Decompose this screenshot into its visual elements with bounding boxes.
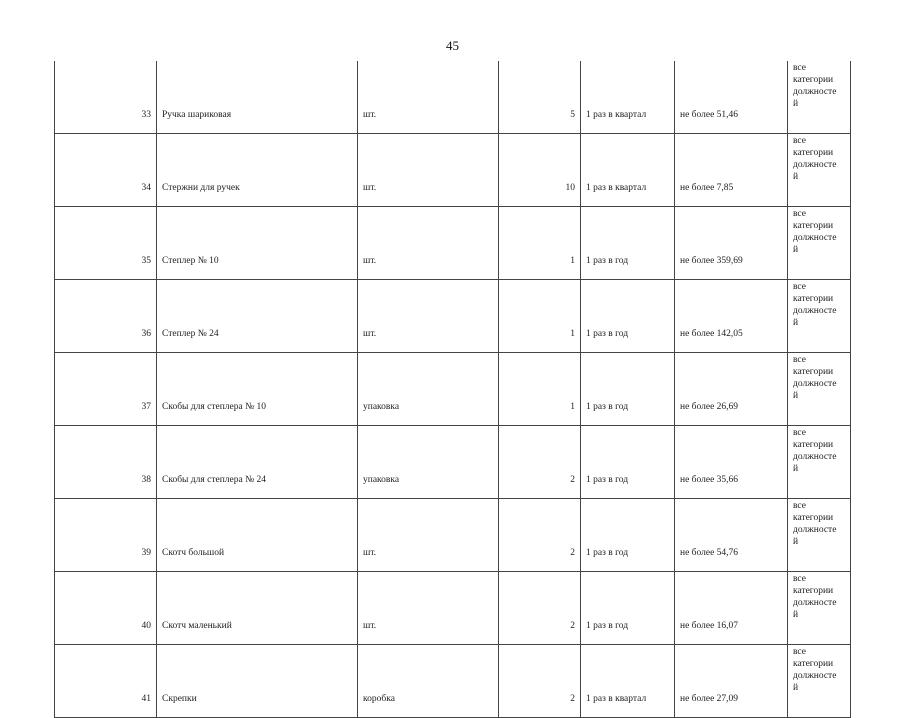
item-name-cell: Скобы для степлера № 10 xyxy=(157,353,358,426)
category-cell xyxy=(788,426,851,499)
table-row xyxy=(55,61,851,134)
category-cell xyxy=(788,280,851,353)
category-line: должносте xyxy=(793,598,837,608)
category-cell xyxy=(788,572,851,645)
category-line: должносте xyxy=(793,160,837,170)
category-line: й xyxy=(793,245,799,255)
quantity-cell: 2 xyxy=(499,572,581,645)
item-name-cell: Степлер № 24 xyxy=(157,280,358,353)
price-limit-cell: не более 142,05 xyxy=(675,280,788,353)
row-number-cell: 40 xyxy=(55,572,157,645)
unit-of-measure-cell: шт. xyxy=(358,499,499,572)
category-line: категории xyxy=(793,440,834,450)
frequency-cell: 1 раз в год xyxy=(581,207,675,280)
category-line: должносте xyxy=(793,379,837,389)
table-row xyxy=(55,280,851,353)
category-line: все xyxy=(793,209,806,219)
table-row xyxy=(55,645,851,718)
row-number-cell: 38 xyxy=(55,426,157,499)
price-limit-cell: не более 16,07 xyxy=(675,572,788,645)
table-row xyxy=(55,426,851,499)
category-line: должносте xyxy=(793,671,837,681)
quantity-cell: 5 xyxy=(499,61,581,134)
category-line: категории xyxy=(793,659,834,669)
category-cell xyxy=(788,61,851,134)
category-line: й xyxy=(793,683,799,693)
table-row xyxy=(55,353,851,426)
category-line: й xyxy=(793,537,799,547)
frequency-cell: 1 раз в год xyxy=(581,280,675,353)
price-limit-cell: не более 51,46 xyxy=(675,61,788,134)
price-limit-cell: не более 35,66 xyxy=(675,426,788,499)
frequency-cell: 1 раз в год xyxy=(581,499,675,572)
unit-of-measure-cell: шт. xyxy=(358,572,499,645)
category-line: й xyxy=(793,172,799,182)
category-line: категории xyxy=(793,513,834,523)
frequency-cell: 1 раз в год xyxy=(581,572,675,645)
category-line: все xyxy=(793,63,806,73)
quantity-cell: 2 xyxy=(499,499,581,572)
quantity-cell: 1 xyxy=(499,353,581,426)
unit-of-measure-cell: шт. xyxy=(358,207,499,280)
category-line: все xyxy=(793,136,806,146)
category-line: категории xyxy=(793,75,834,85)
category-line: категории xyxy=(793,221,834,231)
frequency-cell: 1 раз в квартал xyxy=(581,61,675,134)
category-line: категории xyxy=(793,586,834,596)
category-line: й xyxy=(793,610,799,620)
item-name-cell: Стержни для ручек xyxy=(157,134,358,207)
item-name-cell: Ручка шариковая xyxy=(157,61,358,134)
category-line: й xyxy=(793,464,799,474)
row-number-cell: 34 xyxy=(55,134,157,207)
unit-of-measure-cell: упаковка xyxy=(358,426,499,499)
row-number-cell: 37 xyxy=(55,353,157,426)
category-line: й xyxy=(793,318,799,328)
row-number-cell: 41 xyxy=(55,645,157,718)
supply-table xyxy=(54,61,851,718)
row-number-cell: 35 xyxy=(55,207,157,280)
category-line: все xyxy=(793,282,806,292)
category-cell xyxy=(788,134,851,207)
table-row xyxy=(55,499,851,572)
category-line: все xyxy=(793,428,806,438)
category-cell xyxy=(788,645,851,718)
frequency-cell: 1 раз в год xyxy=(581,353,675,426)
category-line: должносте xyxy=(793,233,837,243)
category-line: должносте xyxy=(793,87,837,97)
category-line: все xyxy=(793,355,806,365)
unit-of-measure-cell: шт. xyxy=(358,61,499,134)
table-row xyxy=(55,207,851,280)
category-cell xyxy=(788,499,851,572)
unit-of-measure-cell: шт. xyxy=(358,134,499,207)
table-row xyxy=(55,134,851,207)
quantity-cell: 2 xyxy=(499,426,581,499)
row-number-cell: 33 xyxy=(55,61,157,134)
category-line: категории xyxy=(793,367,834,377)
category-cell xyxy=(788,353,851,426)
row-number-cell: 36 xyxy=(55,280,157,353)
category-line: должносте xyxy=(793,452,837,462)
frequency-cell: 1 раз в год xyxy=(581,426,675,499)
unit-of-measure-cell: коробка xyxy=(358,645,499,718)
table-row xyxy=(55,572,851,645)
item-name-cell: Скрепки xyxy=(157,645,358,718)
page-number: 45 xyxy=(446,38,459,53)
unit-of-measure-cell: упаковка xyxy=(358,353,499,426)
quantity-cell: 10 xyxy=(499,134,581,207)
category-line: должносте xyxy=(793,306,837,316)
price-limit-cell: не более 26,69 xyxy=(675,353,788,426)
quantity-cell: 2 xyxy=(499,645,581,718)
category-line: й xyxy=(793,391,799,401)
price-limit-cell: не более 27,09 xyxy=(675,645,788,718)
price-limit-cell: не более 54,76 xyxy=(675,499,788,572)
quantity-cell: 1 xyxy=(499,207,581,280)
row-number-cell: 39 xyxy=(55,499,157,572)
category-cell xyxy=(788,207,851,280)
category-line: все xyxy=(793,501,806,511)
unit-of-measure-cell: шт. xyxy=(358,280,499,353)
category-line: все xyxy=(793,647,806,657)
frequency-cell: 1 раз в квартал xyxy=(581,134,675,207)
category-line: й xyxy=(793,99,799,109)
item-name-cell: Скотч маленький xyxy=(157,572,358,645)
quantity-cell: 1 xyxy=(499,280,581,353)
item-name-cell: Скобы для степлера № 24 xyxy=(157,426,358,499)
item-name-cell: Скотч большой xyxy=(157,499,358,572)
table-body xyxy=(55,61,851,718)
category-line: должносте xyxy=(793,525,837,535)
item-name-cell: Степлер № 10 xyxy=(157,207,358,280)
category-line: все xyxy=(793,574,806,584)
category-line: категории xyxy=(793,294,834,304)
price-limit-cell: не более 359,69 xyxy=(675,207,788,280)
price-limit-cell: не более 7,85 xyxy=(675,134,788,207)
frequency-cell: 1 раз в квартал xyxy=(581,645,675,718)
category-line: категории xyxy=(793,148,834,158)
